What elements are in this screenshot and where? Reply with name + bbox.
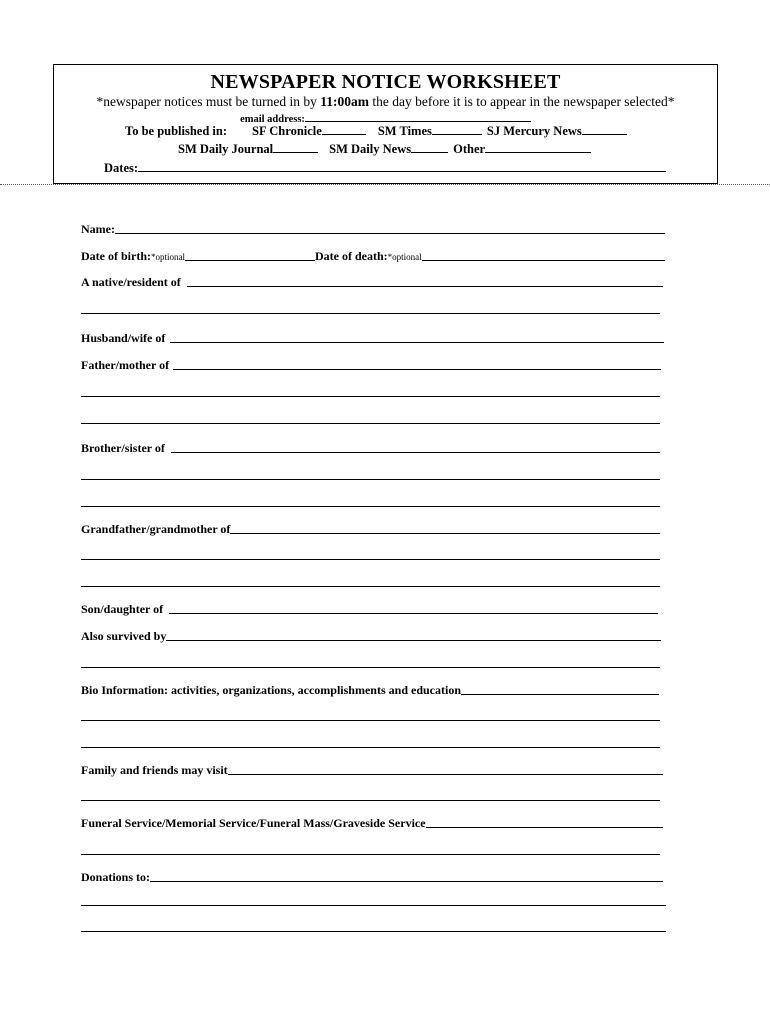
sibling-field-extra-1[interactable] <box>81 479 660 480</box>
section-divider <box>0 184 770 185</box>
paper-sf-chronicle-field[interactable] <box>322 123 366 135</box>
native-row <box>81 275 663 290</box>
name-label: Name: <box>81 222 115 236</box>
parent-field[interactable] <box>173 369 661 370</box>
dob-optional: *optional <box>150 252 185 262</box>
spouse-field[interactable] <box>170 342 664 343</box>
paper-sm-times-field[interactable] <box>432 123 482 135</box>
parent-label: Father/mother of <box>81 358 170 372</box>
name-field[interactable] <box>115 233 665 234</box>
parent-field-extra-1[interactable] <box>81 396 660 397</box>
dob-label <box>81 249 185 264</box>
email-field[interactable] <box>305 110 531 122</box>
deadline-note-suffix: the day before it is to appear in the newspaper selected* <box>369 94 675 109</box>
service-field-extra[interactable] <box>81 854 660 855</box>
dod-label-text: Date of death: <box>314 249 388 263</box>
visit-row <box>81 763 663 778</box>
donations-row <box>81 870 663 885</box>
dod-label <box>315 249 422 264</box>
service-label: Funeral Service/Memorial Service/Funeral Mass/Graveside Service <box>81 816 426 830</box>
bio-field-extra-2[interactable] <box>81 747 660 748</box>
published-label: To be published in: <box>125 124 228 138</box>
visit-field[interactable] <box>228 774 663 775</box>
child-row <box>81 602 658 617</box>
parent-row <box>81 358 661 373</box>
deadline-note <box>54 94 717 110</box>
donations-field[interactable] <box>150 881 663 882</box>
dates-label: Dates: <box>104 161 139 175</box>
bio-field[interactable] <box>461 694 659 695</box>
spouse-row <box>81 331 664 346</box>
donations-label: Donations to: <box>81 870 151 884</box>
paper-sj-mercury-field[interactable] <box>582 123 627 135</box>
page-title: NEWSPAPER NOTICE WORKSHEET <box>210 71 561 93</box>
sibling-label: Brother/sister of <box>81 441 165 455</box>
dates-field[interactable] <box>138 160 666 172</box>
bio-label: Bio Information: activities, organizations, accomplishments and education <box>81 683 461 697</box>
sibling-field-extra-2[interactable] <box>81 506 660 507</box>
visit-label: Family and friends may visit <box>81 763 228 777</box>
spouse-label: Husband/wife of <box>81 331 166 345</box>
email-label: email address: <box>240 114 305 125</box>
name-row <box>81 222 665 237</box>
grandparent-field[interactable] <box>230 533 660 534</box>
paper-sm-daily-journal-label: SM Daily Journal <box>178 142 274 156</box>
dod-field[interactable] <box>422 260 665 261</box>
sibling-row <box>81 441 660 456</box>
sibling-field[interactable] <box>171 452 660 453</box>
visit-field-extra[interactable] <box>81 800 660 801</box>
paper-sj-mercury-label: SJ Mercury News <box>486 124 582 138</box>
deadline-time: 11:00am <box>320 94 370 109</box>
donations-field-extra-2[interactable] <box>81 931 666 932</box>
dates-row <box>104 160 666 176</box>
parent-field-extra-2[interactable] <box>81 423 660 424</box>
paper-sm-daily-news-label: SM Daily News <box>329 142 412 156</box>
deadline-note-prefix: *newspaper notices must be turned in by <box>96 94 321 109</box>
survived-label: Also survived by <box>81 629 167 643</box>
bio-row <box>81 683 659 698</box>
dates-of-life-row <box>81 249 665 264</box>
paper-sm-daily-journal-field[interactable] <box>273 141 318 153</box>
dob-field[interactable] <box>185 260 315 261</box>
child-field[interactable] <box>169 613 658 614</box>
child-label: Son/daughter of <box>81 602 164 616</box>
paper-sm-times-label: SM Times <box>377 124 432 138</box>
grandparent-field-extra-1[interactable] <box>81 559 660 560</box>
publish-row-1 <box>125 123 627 139</box>
native-field[interactable] <box>187 286 663 287</box>
service-field[interactable] <box>426 827 663 828</box>
service-row <box>81 816 663 831</box>
dob-label-text: Date of birth: <box>81 249 151 263</box>
paper-sf-chronicle-label: SF Chronicle <box>252 124 322 138</box>
grandparent-label: Grandfather/grandmother of <box>81 522 231 536</box>
native-label: A native/resident of <box>81 275 181 289</box>
grandparent-row <box>81 522 660 537</box>
paper-sm-daily-news-field[interactable] <box>411 141 448 153</box>
header-box <box>53 64 718 184</box>
donations-field-extra-1[interactable] <box>81 905 666 906</box>
native-field-extra[interactable] <box>81 313 660 314</box>
bio-field-extra-1[interactable] <box>81 720 660 721</box>
paper-other-label: Other <box>453 142 486 156</box>
publish-row-2 <box>178 141 591 157</box>
survived-field[interactable] <box>166 640 661 641</box>
grandparent-field-extra-2[interactable] <box>81 586 660 587</box>
dod-optional: *optional <box>387 252 422 262</box>
paper-other-field[interactable] <box>485 141 591 153</box>
survived-field-extra[interactable] <box>81 667 660 668</box>
survived-row <box>81 629 661 644</box>
